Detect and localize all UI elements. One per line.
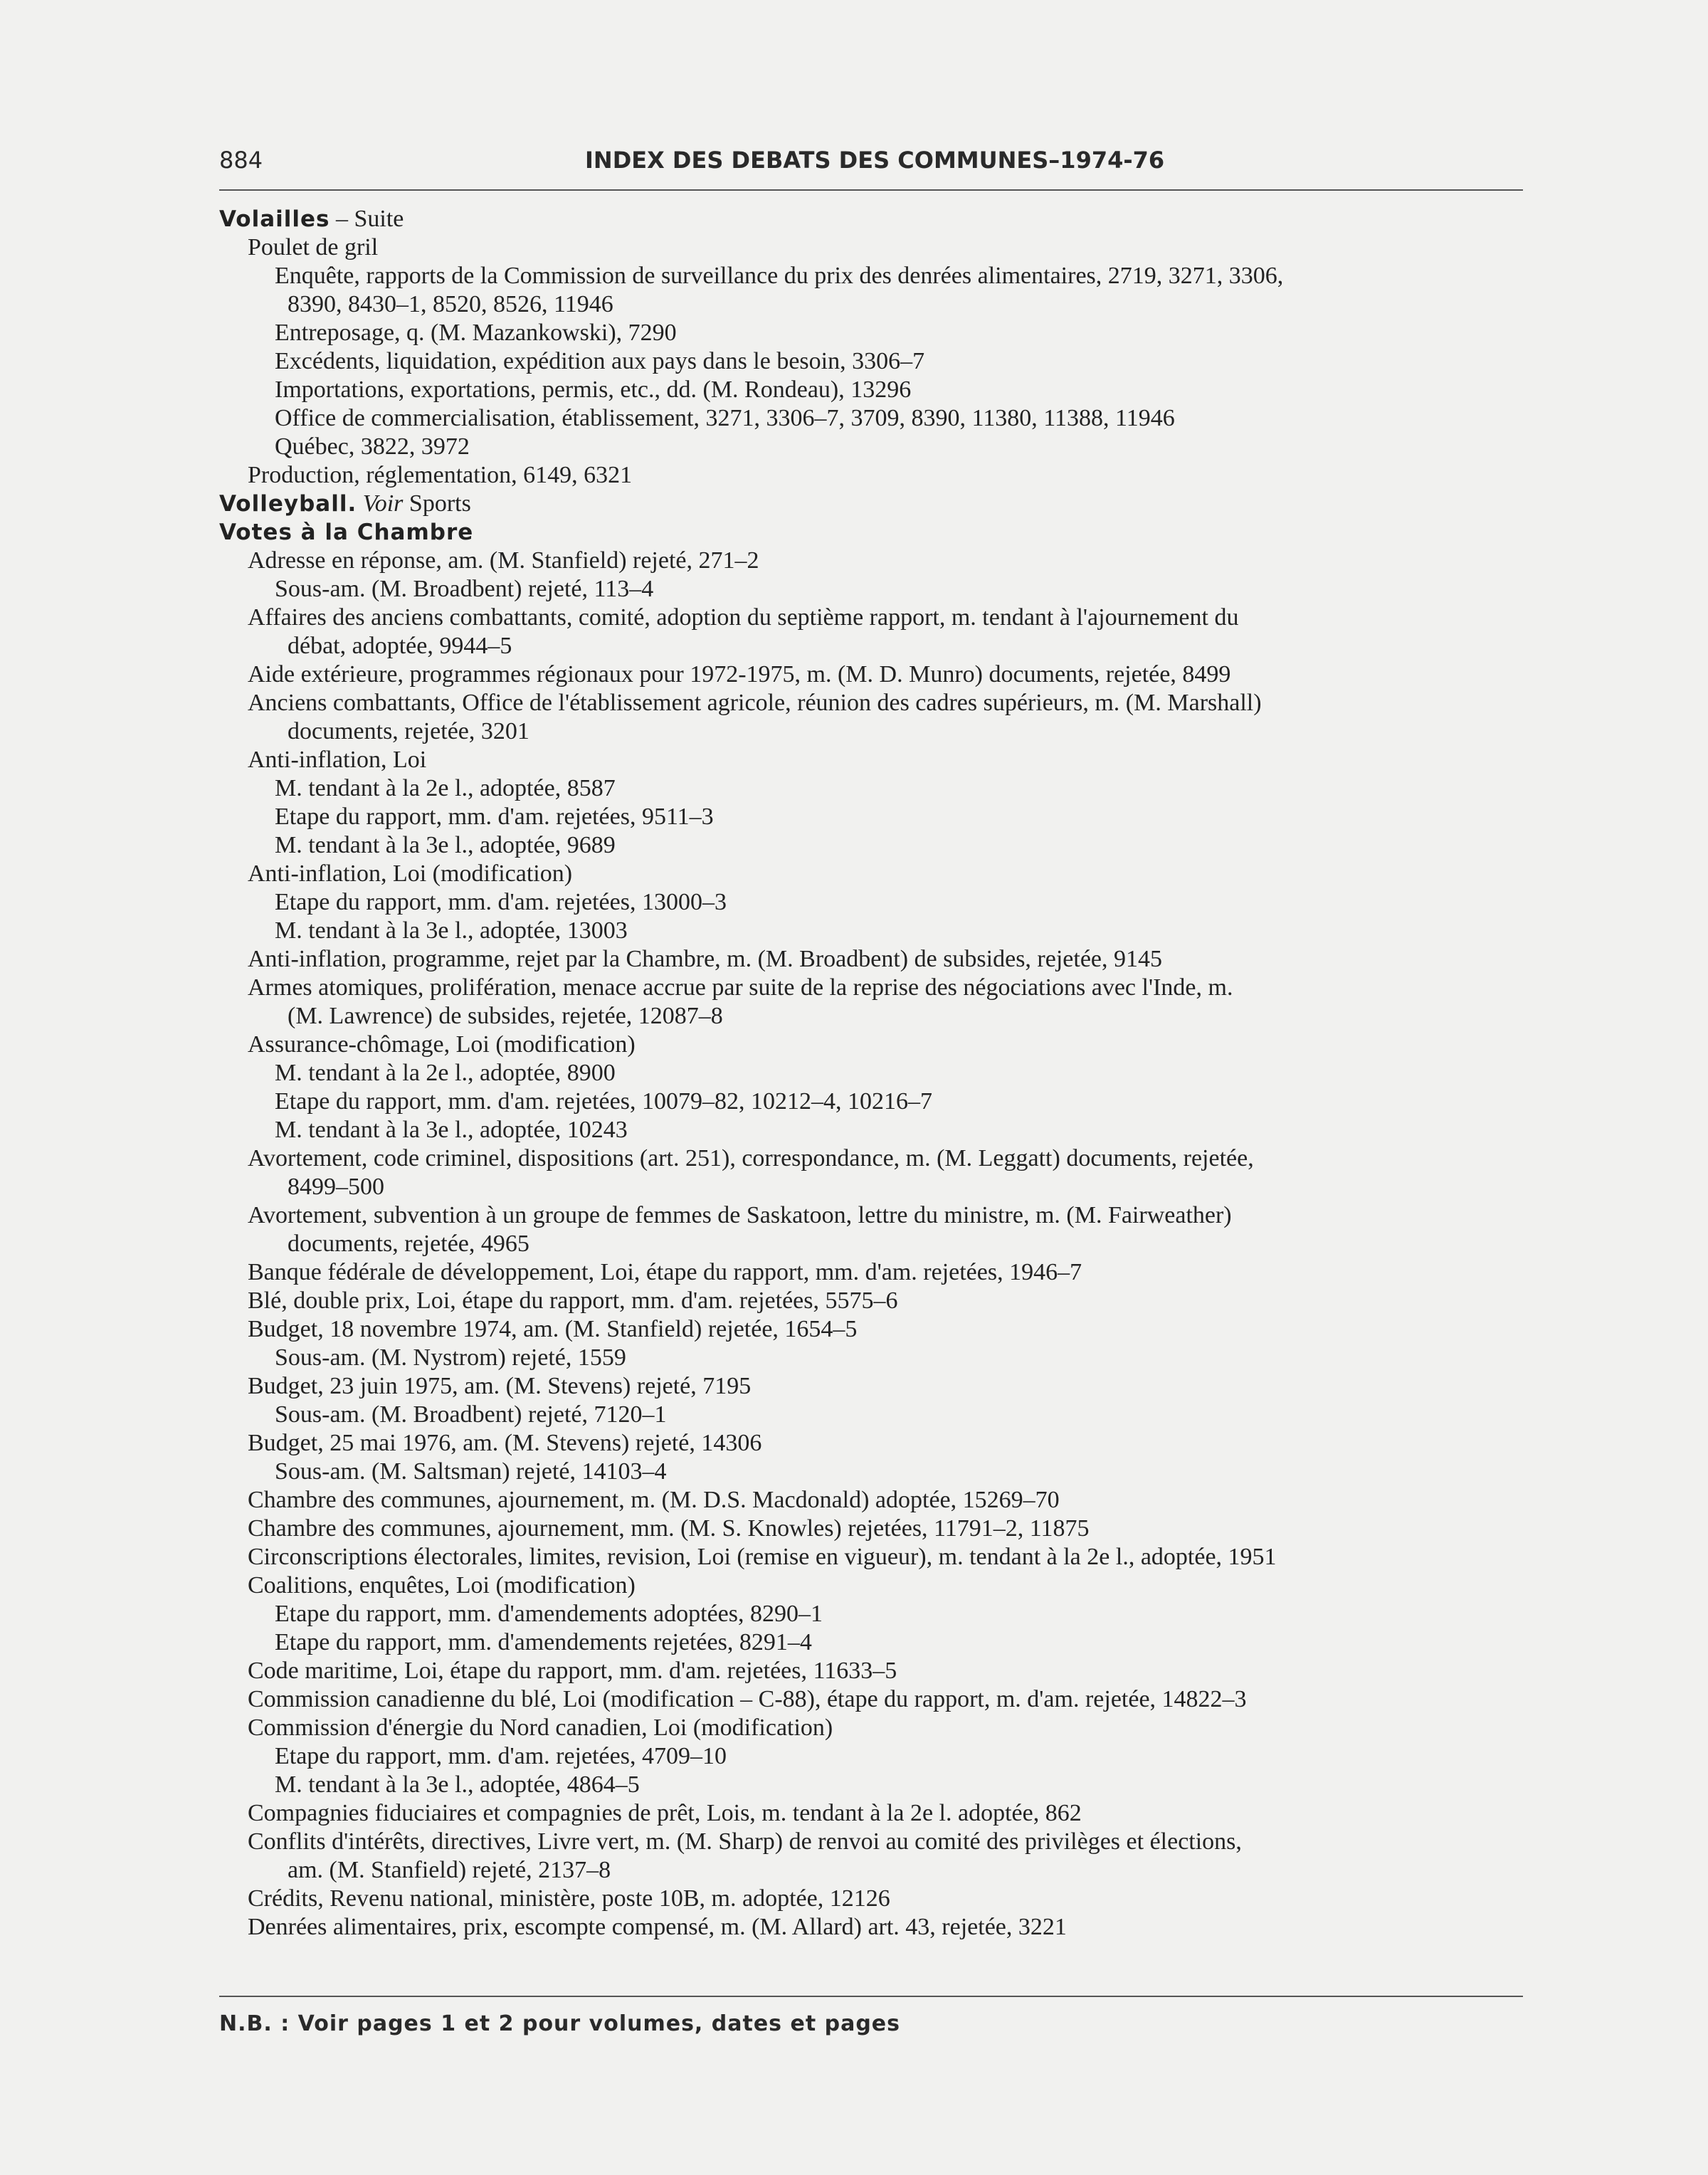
entry-text: Code maritime, Loi, étape du rapport, mm. d'am. rejetées, 11633–5 xyxy=(248,1658,897,1684)
entry-text: am. (M. Stanfield) rejeté, 2137–8 xyxy=(288,1857,611,1883)
index-entry xyxy=(219,1628,1543,1657)
index-entry xyxy=(219,433,1543,461)
index-entry xyxy=(219,1116,1543,1144)
entry-text: Affaires des anciens combattants, comité, adoption du septième rapport, m. tendant à l'ajournement du xyxy=(248,604,1239,631)
entry-text: Anti-inflation, Loi (modification) xyxy=(248,860,573,887)
entry-text: M. tendant à la 3e l., adoptée, 10243 xyxy=(275,1117,628,1143)
index-entry xyxy=(219,461,1543,490)
index-entry xyxy=(219,1486,1543,1515)
index-entry xyxy=(219,1344,1543,1372)
entry-text: Crédits, Revenu national, ministère, poste 10B, m. adoptée, 12126 xyxy=(248,1885,890,1912)
entry-text: M. tendant à la 3e l., adoptée, 9689 xyxy=(275,832,616,858)
index-entry xyxy=(219,1685,1543,1714)
entry-text: Circonscriptions électorales, limites, revision, Loi (remise en vigueur), m. tendant à la 2e l., adoptée, 1951 xyxy=(248,1544,1277,1570)
index-entry xyxy=(219,803,1543,831)
entry-text: Production, réglementation, 6149, 6321 xyxy=(248,462,633,488)
entry-text: Québec, 3822, 3972 xyxy=(275,433,470,460)
entry-text: Coalitions, enquêtes, Loi (modification) xyxy=(248,1572,636,1599)
index-entry xyxy=(219,347,1543,376)
entry-text: Anti-inflation, programme, rejet par la Chambre, m. (M. Broadbent) de subsides, rejetée, 9145 xyxy=(248,946,1163,972)
index-entry xyxy=(219,404,1543,433)
entry-text: M. tendant à la 2e l., adoptée, 8900 xyxy=(275,1060,616,1086)
entry-text: Sous-am. (M. Broadbent) rejeté, 7120–1 xyxy=(275,1401,667,1428)
entry-text: (M. Lawrence) de subsides, rejetée, 12087–8 xyxy=(288,1003,723,1029)
index-entry xyxy=(219,319,1543,347)
heading-term: Volleyball. xyxy=(219,491,357,517)
entry-text: 8499–500 xyxy=(288,1174,384,1200)
entry-text: Enquête, rapports de la Commission de surveillance du prix des denrées alimentaires, 2719, 3271, 3306, xyxy=(275,263,1284,289)
index-entry xyxy=(219,233,1543,262)
entry-text: Etape du rapport, mm. d'am. rejetées, 9511–3 xyxy=(275,804,714,830)
heading-term: Votes à la Chambre xyxy=(219,520,474,545)
header-divider xyxy=(219,189,1523,191)
index-entry xyxy=(219,1913,1543,1942)
entry-text: Budget, 23 juin 1975, am. (M. Stevens) rejeté, 7195 xyxy=(248,1373,752,1399)
index-entry xyxy=(219,1230,1543,1258)
entry-text: documents, rejetée, 4965 xyxy=(288,1231,529,1257)
index-entry xyxy=(219,717,1543,746)
page-header xyxy=(219,147,1523,182)
index-entry xyxy=(219,831,1543,860)
index-entry xyxy=(219,660,1543,689)
entry-text: débat, adoptée, 9944–5 xyxy=(288,633,512,659)
entry-text: Avortement, subvention à un groupe de femmes de Saskatoon, lettre du ministre, m. (M. Fairweather) xyxy=(248,1202,1232,1228)
entry-text: documents, rejetée, 3201 xyxy=(288,718,529,744)
entry-text: Aide extérieure, programmes régionaux pour 1972-1975, m. (M. D. Munro) documents, rejetée, 8499 xyxy=(248,661,1231,688)
entry-text: Budget, 25 mai 1976, am. (M. Stevens) rejeté, 14306 xyxy=(248,1430,762,1456)
entry-text: Budget, 18 novembre 1974, am. (M. Stanfield) rejetée, 1654–5 xyxy=(248,1316,858,1342)
index-heading xyxy=(219,490,1543,518)
index-entry xyxy=(219,1144,1543,1173)
index-entry xyxy=(219,547,1543,575)
index-entry xyxy=(219,575,1543,604)
entry-text: Importations, exportations, permis, etc., dd. (M. Rondeau), 13296 xyxy=(275,376,912,403)
entry-text: Chambre des communes, ajournement, m. (M. D.S. Macdonald) adoptée, 15269–70 xyxy=(248,1487,1060,1513)
page-title: INDEX DES DEBATS DES COMMUNES–1974-76 xyxy=(585,147,1165,174)
index-entry xyxy=(219,860,1543,888)
index-entry xyxy=(219,632,1543,660)
heading-suffix: Sports xyxy=(403,490,471,517)
entry-text: Excédents, liquidation, expédition aux pays dans le besoin, 3306–7 xyxy=(275,348,925,374)
entry-text: Armes atomiques, prolifération, menace accrue par suite de la reprise des négociations avec l'Inde, m. xyxy=(248,974,1233,1001)
entry-text: Commission canadienne du blé, Loi (modification – C-88), étape du rapport, m. d'am. rejetée, 14822–3 xyxy=(248,1686,1247,1712)
index-entry xyxy=(219,604,1543,632)
heading-suffix: – Suite xyxy=(330,206,404,232)
index-entry xyxy=(219,1429,1543,1458)
heading-term: Volailles xyxy=(219,206,330,232)
entry-text: Commission d'énergie du Nord canadien, Loi (modification) xyxy=(248,1715,833,1741)
entry-text: Assurance-chômage, Loi (modification) xyxy=(248,1031,636,1058)
index-entry xyxy=(219,1856,1543,1885)
entry-text: Etape du rapport, mm. d'am. rejetées, 13000–3 xyxy=(275,889,727,915)
entry-text: Etape du rapport, mm. d'amendements adoptées, 8290–1 xyxy=(275,1601,823,1627)
index-entry xyxy=(219,262,1543,290)
index-heading xyxy=(219,205,1543,233)
index-entry xyxy=(219,888,1543,917)
index-entry xyxy=(219,1315,1543,1344)
entry-text: Chambre des communes, ajournement, mm. (M. S. Knowles) rejetées, 11791–2, 11875 xyxy=(248,1515,1090,1542)
index-entry xyxy=(219,290,1543,319)
index-entry xyxy=(219,1714,1543,1742)
index-entry xyxy=(219,1799,1543,1828)
index-entry xyxy=(219,1201,1543,1230)
entry-text: Poulet de gril xyxy=(248,234,379,260)
index-entry xyxy=(219,945,1543,974)
entry-text: Avortement, code criminel, dispositions (art. 251), correspondance, m. (M. Leggatt) documents, rejetée, xyxy=(248,1145,1254,1171)
entry-text: Anti-inflation, Loi xyxy=(248,747,427,773)
index-entry xyxy=(219,1771,1543,1799)
index-entries xyxy=(219,205,1543,1942)
index-entry xyxy=(219,1287,1543,1315)
entry-text: Etape du rapport, mm. d'am. rejetées, 10079–82, 10212–4, 10216–7 xyxy=(275,1088,932,1115)
entry-text: Office de commercialisation, établissement, 3271, 3306–7, 3709, 8390, 11380, 11388, 11946 xyxy=(275,405,1175,431)
entry-text: Compagnies fiduciaires et compagnies de prêt, Lois, m. tendant à la 2e l. adoptée, 862 xyxy=(248,1800,1082,1826)
index-heading xyxy=(219,518,1543,547)
entry-text: Denrées alimentaires, prix, escompte compensé, m. (M. Allard) art. 43, rejetée, 3221 xyxy=(248,1914,1067,1940)
index-entry xyxy=(219,1372,1543,1401)
entry-text: Sous-am. (M. Nystrom) rejeté, 1559 xyxy=(275,1344,626,1371)
index-entry xyxy=(219,1571,1543,1600)
index-entry xyxy=(219,1742,1543,1771)
index-entry xyxy=(219,1401,1543,1429)
entry-text: Etape du rapport, mm. d'am. rejetées, 4709–10 xyxy=(275,1743,727,1769)
entry-text: Banque fédérale de développement, Loi, étape du rapport, mm. d'am. rejetées, 1946–7 xyxy=(248,1259,1082,1285)
entry-text: Conflits d'intérêts, directives, Livre vert, m. (M. Sharp) de renvoi au comité des privilèges et élections, xyxy=(248,1828,1242,1855)
entry-text: 8390, 8430–1, 8520, 8526, 11946 xyxy=(288,291,613,317)
index-entry xyxy=(219,1258,1543,1287)
index-entry xyxy=(219,376,1543,404)
page-number: 884 xyxy=(219,147,263,174)
entry-text: Anciens combattants, Office de l'établissement agricole, réunion des cadres supérieurs, m. (M. Marshall) xyxy=(248,690,1262,716)
index-entry xyxy=(219,1657,1543,1685)
entry-text: Entreposage, q. (M. Mazankowski), 7290 xyxy=(275,320,677,346)
see-reference: Voir xyxy=(362,490,404,517)
index-entry xyxy=(219,1173,1543,1201)
entry-text: Adresse en réponse, am. (M. Stanfield) rejeté, 271–2 xyxy=(248,547,759,574)
index-entry xyxy=(219,1002,1543,1031)
index-entry xyxy=(219,1088,1543,1116)
entry-text: Etape du rapport, mm. d'amendements rejetées, 8291–4 xyxy=(275,1629,812,1655)
index-entry xyxy=(219,1458,1543,1486)
index-entry xyxy=(219,1031,1543,1059)
footer-divider xyxy=(219,1996,1523,1997)
entry-text: Blé, double prix, Loi, étape du rapport, mm. d'am. rejetées, 5575–6 xyxy=(248,1287,898,1314)
footer-note: N.B. : Voir pages 1 et 2 pour volumes, dates et pages xyxy=(219,2011,900,2036)
index-entry xyxy=(219,974,1543,1002)
index-entry xyxy=(219,917,1543,945)
index-entry xyxy=(219,1828,1543,1856)
entry-text: Sous-am. (M. Broadbent) rejeté, 113–4 xyxy=(275,576,654,602)
entry-text: M. tendant à la 2e l., adoptée, 8587 xyxy=(275,775,616,801)
index-entry xyxy=(219,774,1543,803)
index-entry xyxy=(219,689,1543,717)
index-entry xyxy=(219,1515,1543,1543)
index-entry xyxy=(219,746,1543,774)
index-entry xyxy=(219,1543,1543,1571)
entry-text: M. tendant à la 3e l., adoptée, 4864–5 xyxy=(275,1771,640,1798)
entry-text: Sous-am. (M. Saltsman) rejeté, 14103–4 xyxy=(275,1458,667,1485)
index-entry xyxy=(219,1885,1543,1913)
index-entry xyxy=(219,1600,1543,1628)
index-entry xyxy=(219,1059,1543,1088)
entry-text: M. tendant à la 3e l., adoptée, 13003 xyxy=(275,917,628,944)
